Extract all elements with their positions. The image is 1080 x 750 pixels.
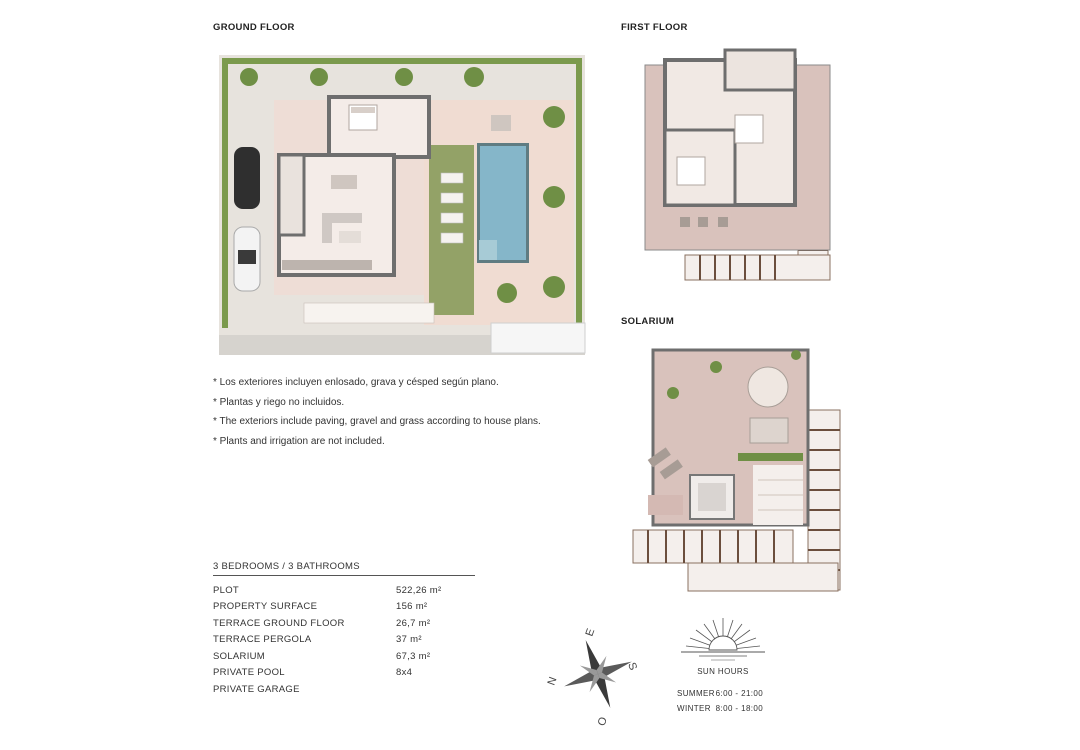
- spec-row-terrace-pergola: [213, 632, 475, 649]
- spec-row-private-garage: [213, 681, 475, 698]
- summer-hours: 6:00 - 21:00: [715, 689, 764, 698]
- compass-o: O: [594, 714, 609, 728]
- winter-hours: 8:00 - 18:00: [715, 704, 764, 713]
- spec-label: PLOT: [213, 584, 240, 596]
- spec-row-property-surface: [213, 599, 475, 616]
- spec-row-solarium: [213, 648, 475, 665]
- solarium-plan: [628, 345, 843, 595]
- sun-icon: [677, 616, 769, 662]
- spec-value: 156 m²: [396, 601, 428, 613]
- compass-n: N: [545, 675, 560, 688]
- specs-heading: 3 BEDROOMS / 3 BATHROOMS: [213, 561, 475, 576]
- sun-hours-label: SUN HOURS: [697, 667, 749, 676]
- winter-label: WINTER: [677, 704, 711, 713]
- ground-floor-plan: [219, 55, 585, 355]
- spec-value: 26,7 m²: [396, 617, 431, 629]
- summer-label: SUMMER: [677, 689, 715, 698]
- spec-label: TERRACE PERGOLA: [213, 634, 312, 646]
- spec-label: SOLARIUM: [213, 650, 266, 662]
- note-1: * Los exteriores incluyen enlosado, grava y césped según plano.: [213, 377, 499, 388]
- specs-table: [213, 561, 475, 698]
- notes: [213, 373, 541, 451]
- winter-row: [677, 701, 769, 716]
- note-3: * The exteriors include paving, gravel and grass according to house plans.: [213, 416, 541, 427]
- spec-row-plot: [213, 582, 475, 599]
- note-4: * Plants and irrigation are not included.: [213, 435, 385, 447]
- spec-value: 8x4: [396, 667, 413, 679]
- summer-row: [677, 686, 769, 701]
- spec-row-terrace-ground-floor: [213, 615, 475, 632]
- spec-label: PROPERTY SURFACE: [213, 601, 318, 613]
- spec-label: PRIVATE POOL: [213, 667, 285, 679]
- compass-e: E: [583, 627, 598, 639]
- solarium-title: SOLARIUM: [621, 316, 675, 327]
- compass-s: S: [625, 660, 639, 672]
- ground-floor-title: GROUND FLOOR: [213, 22, 295, 33]
- spec-label: TERRACE GROUND FLOOR: [213, 617, 345, 629]
- compass-icon: [545, 626, 648, 728]
- first-floor-plan: [640, 45, 835, 285]
- spec-label: PRIVATE GARAGE: [213, 683, 300, 695]
- spec-value: 67,3 m²: [396, 650, 431, 662]
- first-floor-title: FIRST FLOOR: [621, 22, 688, 33]
- spec-value: 522,26 m²: [396, 584, 442, 596]
- spec-row-private-pool: [213, 665, 475, 682]
- sun-hours: [677, 616, 769, 716]
- note-2: * Plantas y riego no incluidos.: [213, 396, 345, 408]
- spec-value: 37 m²: [396, 634, 422, 646]
